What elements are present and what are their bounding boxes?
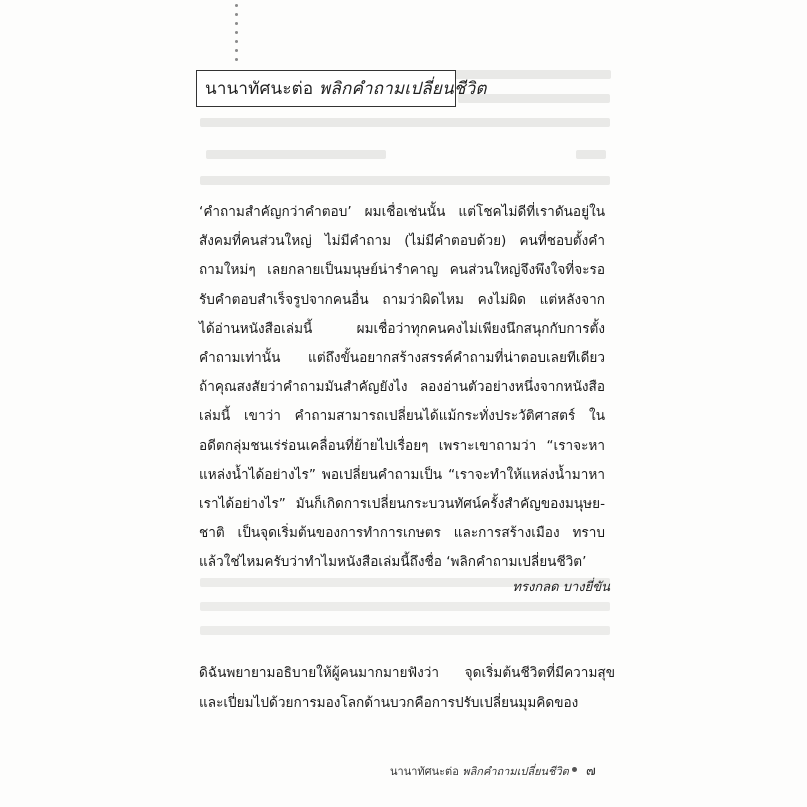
text-line: แล้วใช่ไหมครับว่าทำไมหนังสือเล่มนี้ถึงชื่อ ‘พลิกคำถามเปลี่ยนชีวิต’ xyxy=(199,554,587,571)
text-line: ถามใหม่ๆ เลยกลายเป็นมนุษย์น่ารำคาญ คนส่วนใหญ่จึงพึงใจที่จะรอ xyxy=(199,262,605,279)
text-line: เราได้อย่างไร” มันก็เกิดการเปลี่ยนกระบวนทัศน์ครั้งสำคัญของมนุษย- xyxy=(199,495,605,512)
text-line: แหล่งน้ำได้อย่างไร” พอเปลี่ยนคำถามเป็น “เราจะทำให้แหล่งน้ำมาหา xyxy=(199,466,605,483)
section-header-title xyxy=(205,74,487,104)
text-line: คำถามเท่านั้น แต่ถึงขั้นอยากสร้างสรรค์คำถามที่น่าตอบเลยทีเดียว xyxy=(199,349,605,366)
reviewer-signature: ทรงกลด บางยี่ขัน xyxy=(512,580,610,595)
next-paragraph xyxy=(199,658,615,718)
text-line: ชาติ เป็นจุดเริ่มต้นของการทำการเกษตร และการสร้างเมือง ทราบ xyxy=(199,525,605,542)
text-line: ได้อ่านหนังสือเล่มนี้ ผมเชื่อว่าทุกคนคงไม่เพียงนึกสนุกกับการตั้ง xyxy=(199,320,605,337)
text-line: เล่มนี้ เขาว่า คำถามสามารถเปลี่ยนได้แม้กระทั่งประวัติศาสตร์ ใน xyxy=(199,408,605,425)
page-footer xyxy=(390,760,610,780)
text-line: และเปี่ยมไปด้วยการมองโลกด้านบวกคือการปรับเปลี่ยนมุมคิดของ xyxy=(199,695,579,711)
footer-prefix: นานาทัศนะต่อ xyxy=(390,765,459,778)
footer-bullet xyxy=(572,767,577,772)
text-line: ถ้าคุณสงสัยว่าคำถามมันสำคัญยังไง ลองอ่านตัวอย่างหนึ่งจากหนังสือ xyxy=(199,379,605,396)
text-line: รับคำตอบสำเร็จรูปจากคนอื่น ถามว่าผิดไหม คงไม่ผิด แต่หลังจาก xyxy=(199,291,605,308)
header-prefix: นานาทัศนะต่อ xyxy=(205,79,314,99)
text-line: ‘คำถามสำคัญกว่าคำตอบ’ ผมเชื่อเช่นนั้น แต่โชคไม่ดีที่เราดันอยู่ใน xyxy=(199,204,605,220)
text-line: ดิฉันพยายามอธิบายให้ผู้คนมากมายฟังว่า จุดเริ่มต้นชีวิตที่มีความสุข xyxy=(199,665,615,681)
text-line: สังคมที่คนส่วนใหญ่ ไม่มีคำถาม (ไม่มีคำตอบด้วย) คนที่ชอบตั้งคำ xyxy=(199,233,605,250)
review-paragraph xyxy=(199,198,605,577)
header-book-title: พลิกคำถามเปลี่ยนชีวิต xyxy=(318,79,487,99)
decorative-dotted-line xyxy=(234,0,240,72)
page-number: ๗ xyxy=(586,764,596,779)
text-line: อดีตกลุ่มชนเร่ร่อนเคลื่อนที่ย้ายไปเรื่อยๆ เพราะเขาถามว่า “เราจะหา xyxy=(199,437,605,454)
footer-title xyxy=(390,762,569,780)
footer-book-title: พลิกคำถามเปลี่ยนชีวิต xyxy=(462,765,569,778)
